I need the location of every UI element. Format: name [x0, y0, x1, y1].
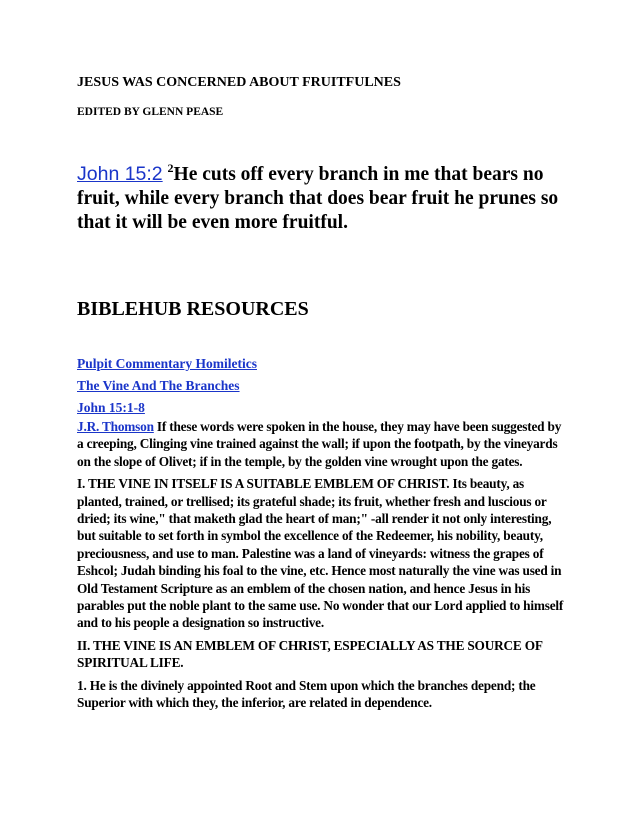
resource-links [77, 355, 567, 421]
link-pulpit-commentary[interactable]: Pulpit Commentary Homiletics [77, 356, 257, 371]
paragraph-intro [77, 418, 567, 470]
paragraph-point-one: I. THE VINE IN ITSELF IS A SUITABLE EMBLEM OF CHRIST. Its beauty, as planted, trained, or trellised; its grateful shade; its fruit, whether fresh and luscious or dried; its wine," that maketh glad the heart of man;" -all render it not only interesting, but suitable to set forth in symbol the excellence of the Redeemer, his nobility, beauty, preciousness, and use to man. Palestine was a land of vineyards: witness the grapes of Eshcol; Judah binding his foal to the vine, etc. Hence most naturally the vine was used in Old Testament Scripture as an emblem of the chosen nation, and hence Jesus in his parables put the noble plant to the same use. No wonder that our Lord applied to himself and to his people a designation so instructive. [77, 476, 564, 631]
document-title: JESUS WAS CONCERNED ABOUT FRUITFULNES [77, 75, 401, 90]
author-link[interactable]: J.R. Thomson [77, 419, 154, 434]
paragraph-subpoint-one: 1. He is the divinely appointed Root and Stem upon which the branches depend; the Superior with which they, the inferior, are related in dependence. [77, 677, 536, 711]
commentary-body [77, 418, 567, 717]
verse-block [77, 162, 567, 235]
paragraph-intro-text: If these words were spoken in the house, they may have been suggested by a creeping, Clinging vine trained against the wall; if upon the footpath, by the vineyards on the slope of Olivet; if in the temple, by the golden vine wrought upon the gates. [77, 419, 562, 469]
link-john-15-1-8[interactable]: John 15:1-8 [77, 400, 145, 415]
verse-text: He cuts off every branch in me that bears no fruit, while every branch that does bear fruit he prunes so that it will be even more fruitful. [77, 164, 559, 233]
paragraph-point-two: II. THE VINE IS AN EMBLEM OF CHRIST, ESPECIALLY AS THE SOURCE OF SPIRITUAL LIFE. [77, 637, 543, 671]
section-heading: BIBLEHUB RESOURCES [77, 298, 309, 320]
document-editor: EDITED BY GLENN PEASE [77, 106, 224, 118]
verse-number: 2 [167, 161, 174, 175]
link-vine-and-branches[interactable]: The Vine And The Branches [77, 378, 240, 393]
verse-reference-link[interactable]: John 15:2 [77, 163, 163, 185]
